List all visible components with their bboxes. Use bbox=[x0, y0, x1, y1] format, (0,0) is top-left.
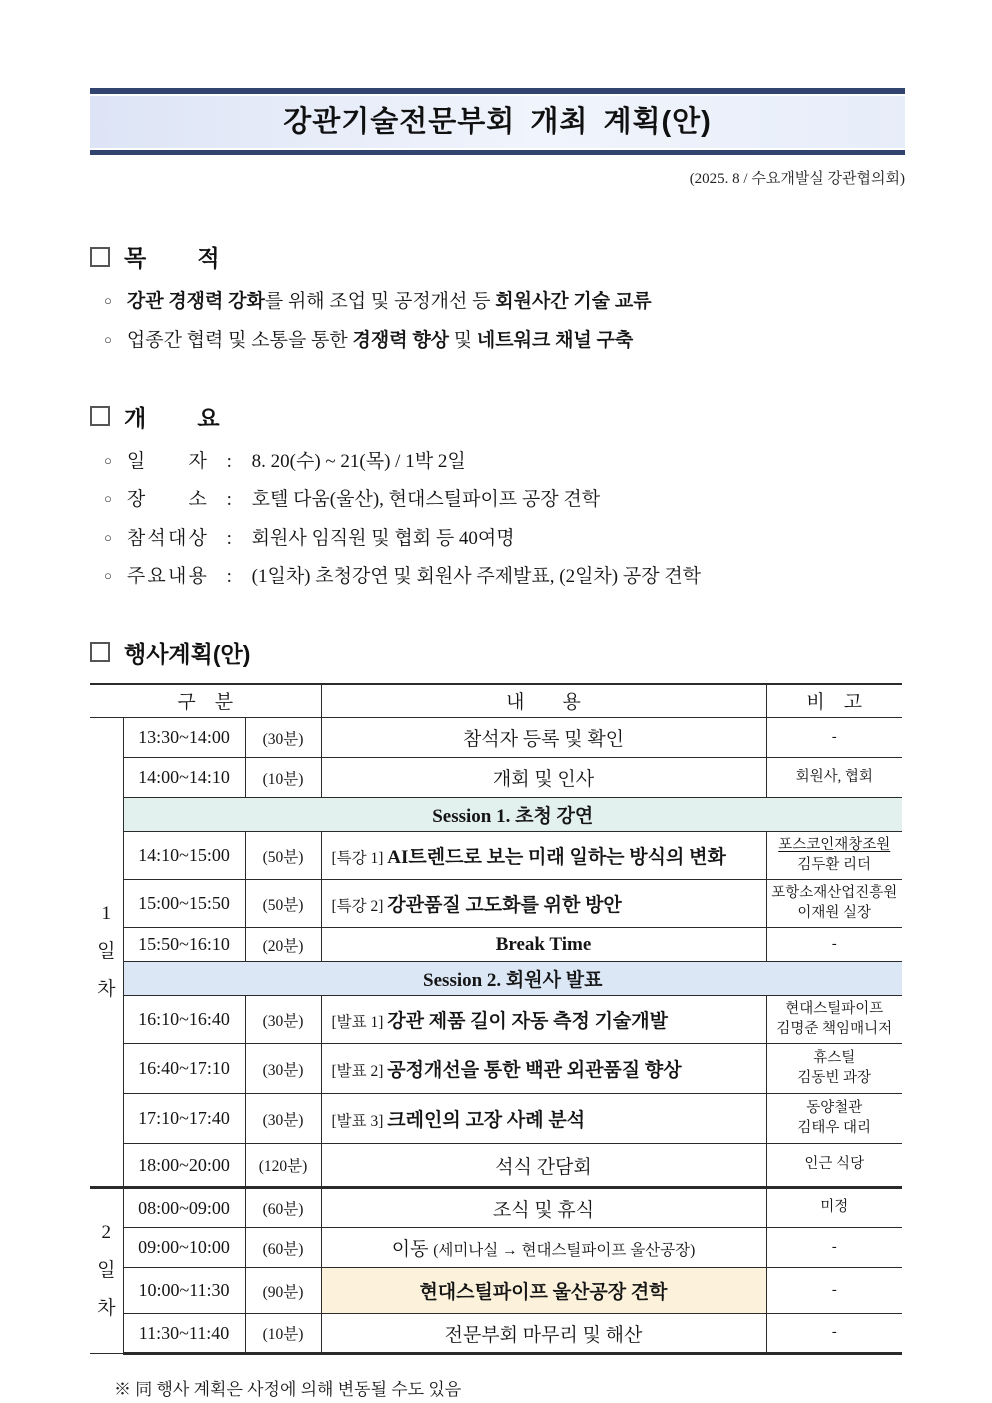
remark-cell bbox=[766, 1094, 902, 1144]
text-segment: [발표 3] bbox=[331, 1113, 388, 1131]
date-line: (2025. 8 / 수요개발실 강관협의회) bbox=[689, 171, 905, 187]
remark-cell bbox=[766, 758, 902, 798]
day-label-char: 일 bbox=[97, 1260, 116, 1282]
text-segment: 및 bbox=[449, 330, 477, 352]
schedule-row bbox=[90, 1188, 902, 1228]
text-segment: 이동 bbox=[391, 1239, 434, 1261]
text-segment: AI트렌드로 보는 미래 일하는 방식의 변화 bbox=[387, 847, 726, 869]
purpose-bullet bbox=[104, 287, 905, 316]
bullet-icon: ○ bbox=[104, 568, 112, 584]
duration-cell: (50분) bbox=[245, 880, 321, 928]
content-cell bbox=[321, 1094, 766, 1144]
text-segment: [발표 1] bbox=[331, 1014, 388, 1032]
duration-cell: (60분) bbox=[245, 1188, 321, 1228]
colon-separator: : bbox=[221, 489, 237, 511]
overview-item bbox=[104, 447, 905, 476]
label-char: 내 bbox=[167, 566, 187, 588]
label-char: 자 bbox=[188, 450, 207, 472]
text-segment: 강관 제품 길이 자동 측정 기술개발 bbox=[387, 1011, 668, 1033]
overview-item-label bbox=[127, 562, 207, 591]
table-header-row bbox=[90, 684, 902, 718]
remark-cell bbox=[766, 1188, 902, 1228]
overview-item bbox=[104, 485, 905, 514]
label-char: 용 bbox=[188, 566, 207, 588]
remark-cell bbox=[766, 1268, 902, 1314]
text-segment: 를 위해 조업 및 공정개선 등 bbox=[264, 291, 496, 312]
text-segment: 경쟁력 향상 bbox=[352, 330, 450, 352]
purpose-bullet bbox=[104, 326, 905, 355]
duration-cell: (120분) bbox=[245, 1144, 321, 1188]
text-segment: 크레인의 고장 사례 분석 bbox=[387, 1110, 586, 1132]
colon-separator: : bbox=[221, 527, 237, 549]
overview-heading bbox=[90, 400, 905, 433]
duration-cell: (60분) bbox=[245, 1228, 321, 1268]
label-char: 주 bbox=[126, 566, 146, 588]
overview-item-value: 8. 20(수) ~ 21(목) / 1박 2일 bbox=[251, 450, 466, 472]
title-banner bbox=[90, 88, 905, 155]
day-label bbox=[90, 1214, 123, 1328]
day-label bbox=[90, 895, 123, 1009]
title-band bbox=[90, 96, 905, 148]
bullet-icon: ○ bbox=[104, 452, 112, 468]
duration-cell: (50분) bbox=[245, 832, 321, 880]
label-char: 소 bbox=[188, 489, 207, 511]
overview-heading-text: 개 요 bbox=[124, 404, 220, 431]
content-cell bbox=[321, 718, 766, 758]
schedule-table bbox=[90, 683, 902, 1356]
content-cell bbox=[321, 758, 766, 798]
duration-cell: (30분) bbox=[245, 996, 321, 1044]
remark-cell bbox=[766, 1044, 902, 1094]
schedule-row bbox=[90, 1268, 902, 1314]
remark-line: 휴스틸 bbox=[813, 1050, 856, 1067]
schedule-row bbox=[90, 1094, 902, 1144]
content-cell bbox=[321, 1188, 766, 1228]
time-cell: 17:10~17:40 bbox=[123, 1094, 245, 1144]
text-segment: 강관 경쟁력 강화 bbox=[126, 291, 265, 312]
col-header-category: 구 분 bbox=[90, 684, 321, 718]
overview-item bbox=[104, 562, 905, 591]
text-segment: 석식 간담회 bbox=[495, 1156, 592, 1178]
day-label-char: 2 bbox=[101, 1222, 111, 1244]
section-schedule bbox=[90, 636, 905, 1401]
time-cell: 14:00~14:10 bbox=[123, 758, 245, 798]
remark-line: 현대스틸파이프 bbox=[785, 1001, 884, 1018]
day-label-char: 1 bbox=[101, 903, 111, 925]
time-cell: 11:30~11:40 bbox=[123, 1314, 245, 1354]
text-segment: 네트워크 채널 구축 bbox=[476, 330, 634, 352]
duration-cell: (30분) bbox=[245, 1094, 321, 1144]
overview-item-value: 호텔 다움(울산), 현대스틸파이프 공장 견학 bbox=[251, 489, 601, 511]
bullet-icon: ○ bbox=[104, 491, 112, 507]
purpose-bullet-list bbox=[90, 287, 905, 356]
remark-line: 포항소재산업진흥원 bbox=[771, 885, 898, 902]
time-cell: 15:00~15:50 bbox=[123, 880, 245, 928]
remark-line: 미정 bbox=[820, 1199, 849, 1216]
overview-item-label bbox=[127, 447, 207, 476]
duration-cell: (10분) bbox=[245, 758, 321, 798]
colon-separator: : bbox=[221, 566, 237, 588]
overview-item-label bbox=[127, 524, 207, 553]
bullet-icon: ○ bbox=[104, 293, 112, 308]
content-cell bbox=[321, 1144, 766, 1188]
remark-line: 김명준 책임매니저 bbox=[776, 1020, 893, 1037]
schedule-heading bbox=[90, 636, 905, 669]
label-char: 장 bbox=[126, 489, 146, 511]
duration-cell: (10분) bbox=[245, 1314, 321, 1354]
text-segment: 회원사간 기술 교류 bbox=[495, 291, 652, 312]
day-cell bbox=[90, 1188, 123, 1354]
purpose-heading-text: 목 적 bbox=[124, 245, 220, 271]
text-segment: 공정개선을 통한 백관 외관품질 향상 bbox=[387, 1060, 682, 1082]
remark-line: 김태우 대리 bbox=[797, 1119, 872, 1136]
text-segment: (세미나실 → 현대스틸파이프 울산공장) bbox=[433, 1242, 696, 1260]
session-label: Session 2. 회원사 발표 bbox=[123, 962, 902, 996]
text-segment: 전문부회 마무리 및 해산 bbox=[444, 1324, 643, 1346]
square-marker-icon bbox=[90, 642, 110, 662]
schedule-row bbox=[90, 758, 902, 798]
time-cell: 09:00~10:00 bbox=[123, 1228, 245, 1268]
remark-line: - bbox=[831, 1324, 837, 1341]
text-segment: 개회 및 인사 bbox=[492, 769, 595, 791]
remark-line: - bbox=[831, 1238, 837, 1255]
session-row bbox=[90, 962, 902, 996]
text-segment: 참석자 등록 및 확인 bbox=[462, 729, 625, 751]
remark-line: 인근 식당 bbox=[804, 1156, 865, 1173]
text-segment: 현대스틸파이프 울산공장 견학 bbox=[419, 1282, 668, 1304]
remark-line: 이재원 실장 bbox=[797, 904, 872, 921]
bullet-icon: ○ bbox=[104, 529, 112, 545]
day-label-char: 일 bbox=[97, 941, 116, 963]
time-cell: 16:40~17:10 bbox=[123, 1044, 245, 1094]
schedule-row bbox=[90, 996, 902, 1044]
label-char: 대 bbox=[167, 527, 187, 549]
day-label-char: 차 bbox=[97, 1298, 116, 1320]
purpose-heading bbox=[90, 240, 905, 273]
day-label-char: 차 bbox=[97, 979, 116, 1001]
square-marker-icon bbox=[90, 406, 110, 426]
label-char: 일 bbox=[126, 450, 146, 472]
time-cell: 14:10~15:00 bbox=[123, 832, 245, 880]
time-cell: 08:00~09:00 bbox=[123, 1188, 245, 1228]
session-row bbox=[90, 798, 902, 832]
content-cell bbox=[321, 928, 766, 962]
remark-line: - bbox=[831, 935, 837, 952]
remark-line: - bbox=[831, 728, 837, 745]
footnote: ※ 同 행사 계획은 사정에 의해 변동될 수도 있음 bbox=[114, 1380, 462, 1400]
remark-cell bbox=[766, 1144, 902, 1188]
content-cell bbox=[321, 1228, 766, 1268]
content-cell bbox=[321, 880, 766, 928]
remark-cell bbox=[766, 1228, 902, 1268]
text-segment: Break Time bbox=[495, 933, 592, 955]
schedule-row bbox=[90, 718, 902, 758]
remark-line: 동양철관 bbox=[806, 1100, 863, 1117]
duration-cell: (20분) bbox=[245, 928, 321, 962]
remark-line: 포스코인재창조원 bbox=[778, 837, 891, 854]
content-cell bbox=[321, 1268, 766, 1314]
text-segment: 조식 및 휴식 bbox=[492, 1199, 595, 1221]
remark-cell bbox=[766, 1314, 902, 1354]
content-cell bbox=[321, 1314, 766, 1354]
square-marker-icon bbox=[90, 247, 110, 267]
text-segment: [발표 2] bbox=[331, 1063, 388, 1081]
schedule-row bbox=[90, 1144, 902, 1188]
day-cell bbox=[90, 718, 123, 1188]
overview-item-label bbox=[127, 485, 207, 514]
label-char: 참 bbox=[126, 527, 146, 549]
session-label: Session 1. 초청 강연 bbox=[123, 798, 902, 832]
schedule-row bbox=[90, 1228, 902, 1268]
col-header-remark: 비 고 bbox=[766, 684, 902, 718]
text-segment: 강관품질 고도화를 위한 방안 bbox=[387, 895, 622, 917]
schedule-heading-text: 행사계획(안) bbox=[124, 640, 251, 667]
time-cell: 13:30~14:00 bbox=[123, 718, 245, 758]
overview-item-value: 회원사 임직원 및 협회 등 40여명 bbox=[251, 527, 515, 549]
purpose-bullet-text bbox=[127, 287, 652, 316]
content-cell bbox=[321, 996, 766, 1044]
schedule-row bbox=[90, 880, 902, 928]
overview-item bbox=[104, 524, 905, 553]
schedule-row bbox=[90, 832, 902, 880]
label-char: 석 bbox=[147, 527, 166, 549]
text-segment: [특강 2] bbox=[331, 898, 388, 916]
time-cell: 10:00~11:30 bbox=[123, 1268, 245, 1314]
remark-cell bbox=[766, 880, 902, 928]
time-cell: 15:50~16:10 bbox=[123, 928, 245, 962]
remark-cell bbox=[766, 928, 902, 962]
duration-cell: (30분) bbox=[245, 1044, 321, 1094]
schedule-row bbox=[90, 1044, 902, 1094]
remark-cell bbox=[766, 996, 902, 1044]
duration-cell: (30분) bbox=[245, 718, 321, 758]
section-overview bbox=[90, 400, 905, 592]
colon-separator: : bbox=[221, 450, 237, 472]
overview-item-value: (1일차) 초청강연 및 회원사 주제발표, (2일차) 공장 견학 bbox=[251, 566, 702, 588]
remark-line: - bbox=[831, 1281, 837, 1298]
remark-cell bbox=[766, 718, 902, 758]
bullet-icon: ○ bbox=[104, 332, 112, 348]
label-char: 상 bbox=[188, 527, 207, 549]
overview-item-list bbox=[90, 447, 905, 592]
content-cell bbox=[321, 1044, 766, 1094]
page-title: 강관기술전문부회 개최 계획(안) bbox=[283, 106, 712, 138]
schedule-row bbox=[90, 928, 902, 962]
time-cell: 18:00~20:00 bbox=[123, 1144, 245, 1188]
col-header-content: 내 용 bbox=[321, 684, 766, 718]
section-purpose bbox=[90, 240, 905, 356]
remark-cell bbox=[766, 832, 902, 880]
content-cell bbox=[321, 832, 766, 880]
text-segment: [특강 1] bbox=[331, 850, 388, 868]
remark-line: 김두환 리더 bbox=[797, 856, 872, 873]
time-cell: 16:10~16:40 bbox=[123, 996, 245, 1044]
text-segment: 업종간 협력 및 소통을 통한 bbox=[126, 330, 353, 352]
remark-line: 김동빈 과장 bbox=[797, 1069, 872, 1086]
label-char: 요 bbox=[147, 566, 166, 588]
duration-cell: (90분) bbox=[245, 1268, 321, 1314]
remark-line: 회원사, 협회 bbox=[795, 768, 873, 785]
purpose-bullet-text bbox=[127, 326, 633, 355]
schedule-row bbox=[90, 1314, 902, 1354]
